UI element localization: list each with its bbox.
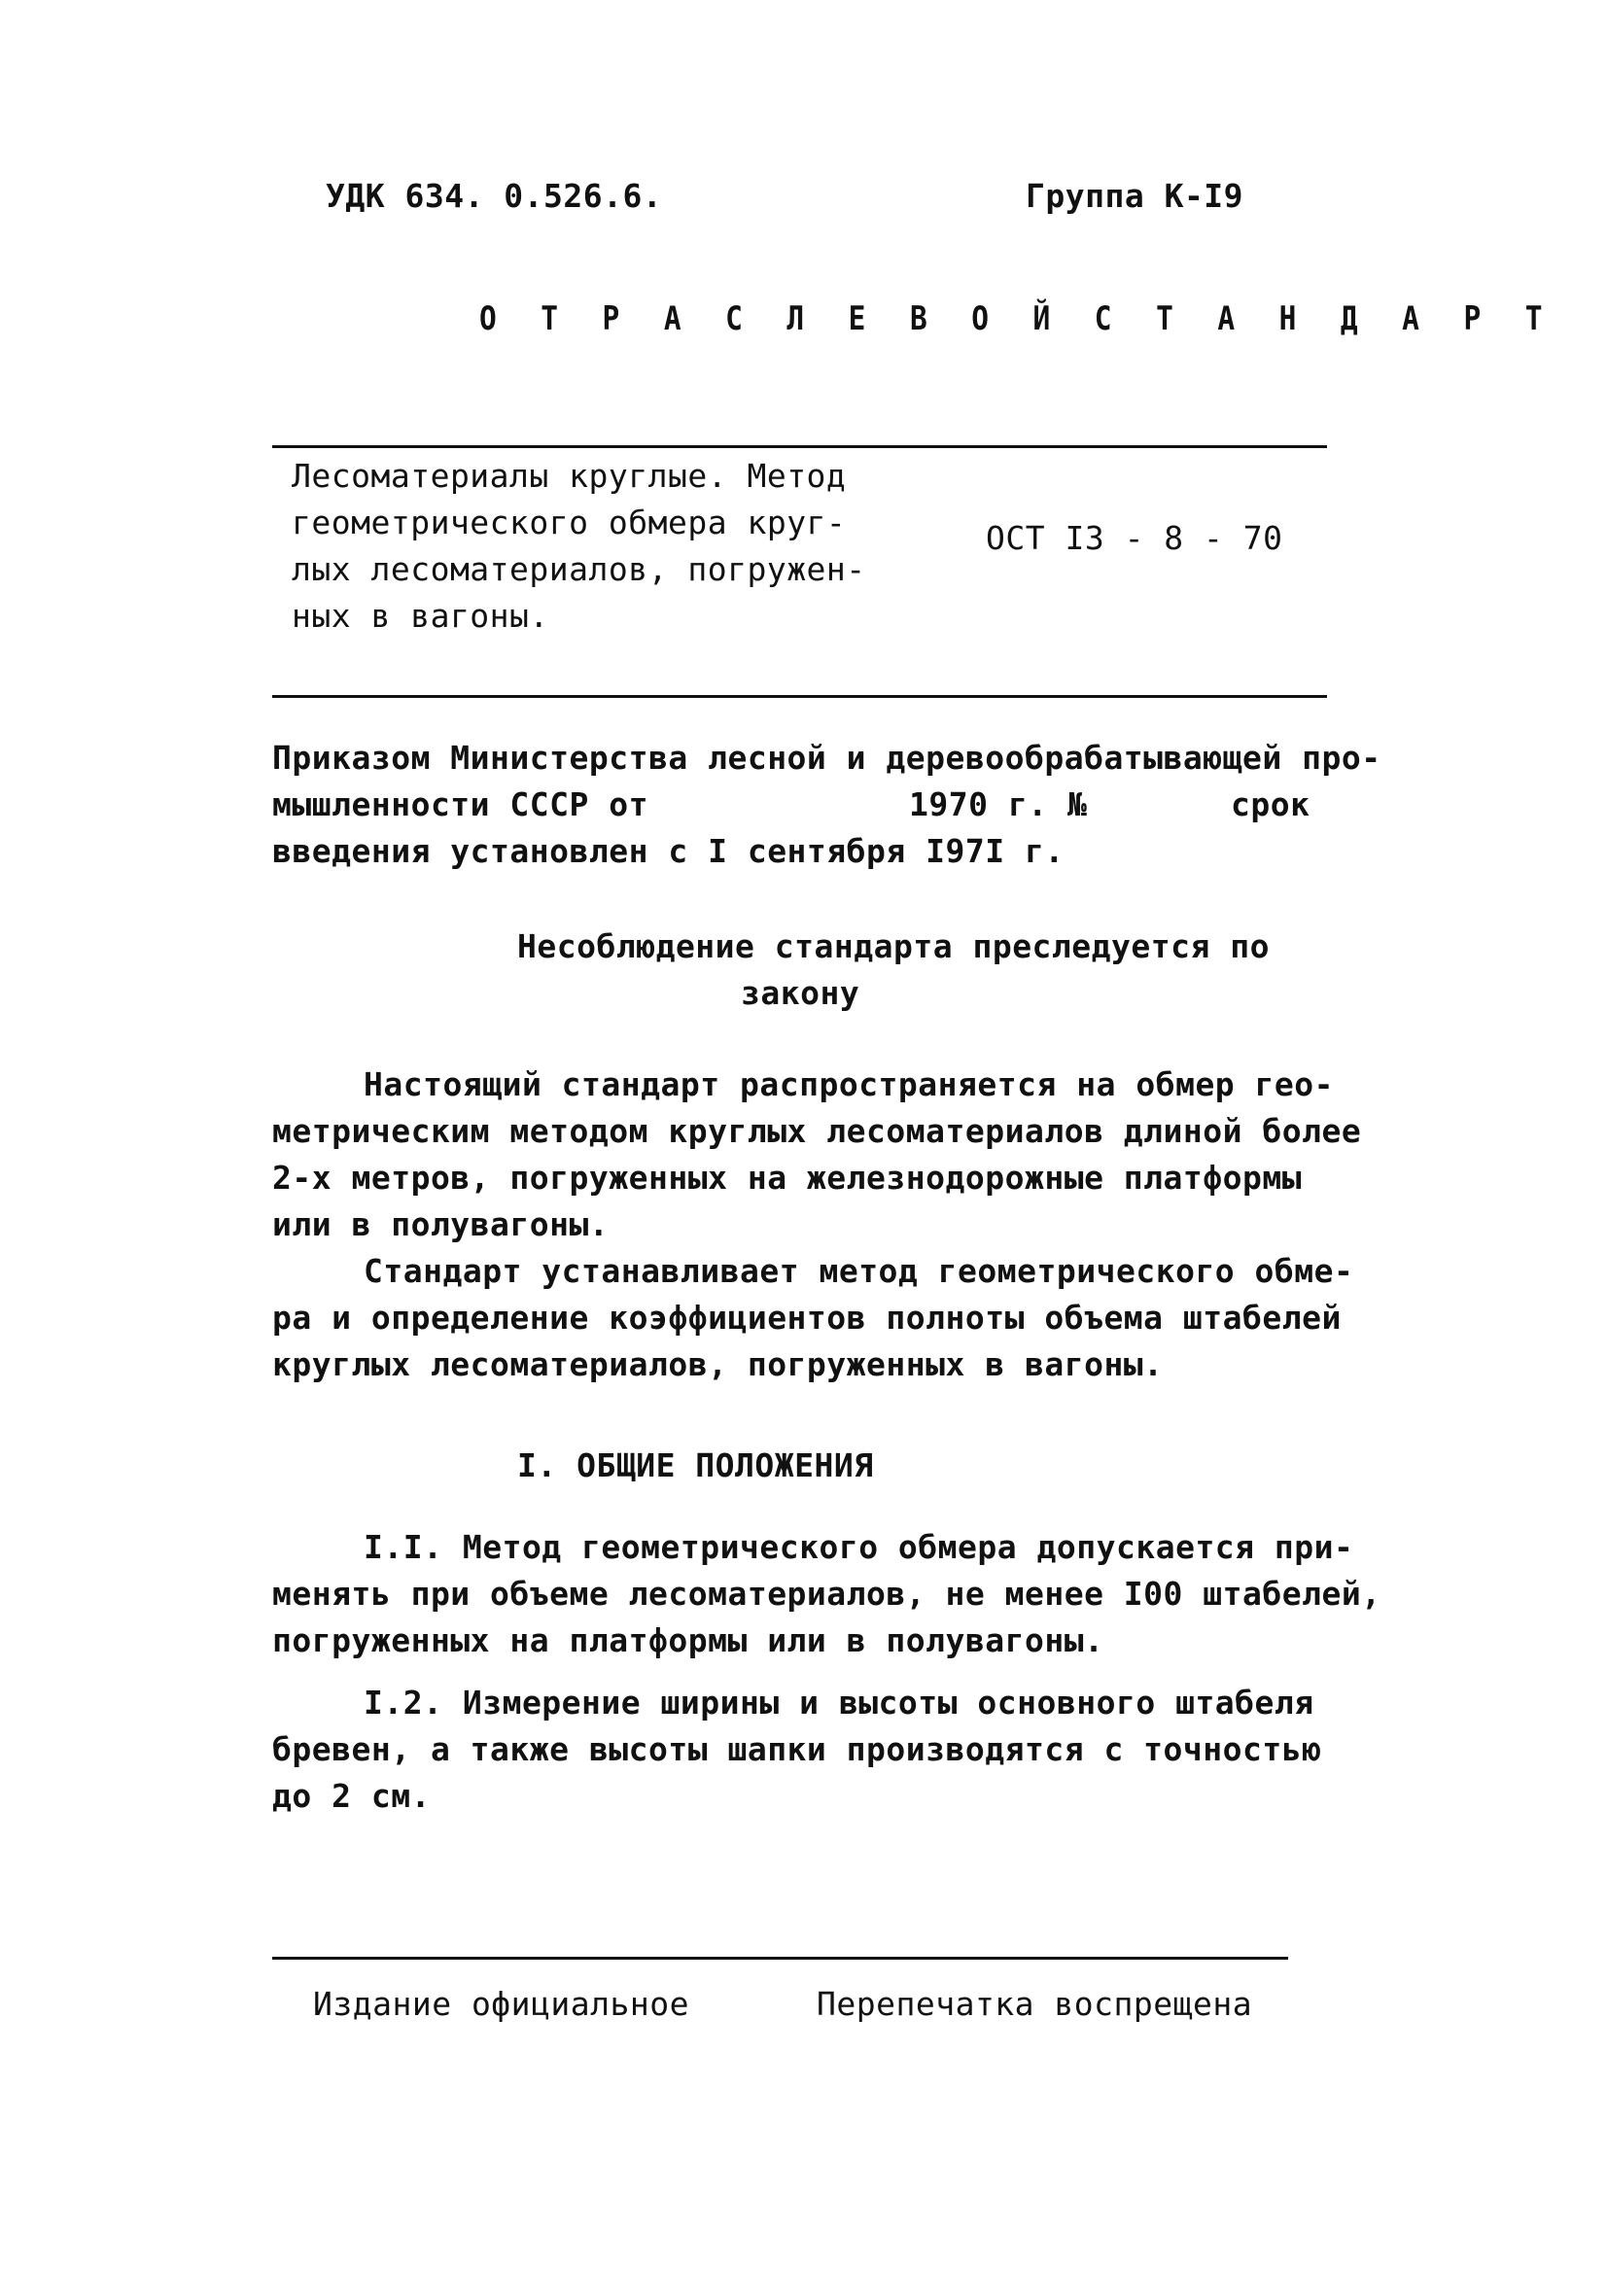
section-heading: I. ОБЩИЕ ПОЛОЖЕНИЯ (517, 1446, 874, 1484)
udk-code: УДК 634. 0.526.6. (326, 177, 663, 215)
footer-rule (272, 1957, 1288, 1960)
title-line-4: ных в вагоны. (292, 597, 549, 635)
group-code: Группа К-I9 (1026, 177, 1244, 215)
intro-p2-line-1: Стандарт устанавливает метод геометрического обме- (364, 1252, 1354, 1290)
order-line-1: Приказом Министерства лесной и деревообрабатывающей про- (272, 739, 1381, 777)
intro-p1-line-2: метрическим методом круглых лесоматериалов длиной более (272, 1112, 1362, 1150)
order-line-2c: срок (1231, 785, 1310, 823)
intro-p1-line-3: 2-х метров, погруженных на железнодорожные платформы (272, 1159, 1303, 1197)
order-line-2b: 1970 г. № (909, 785, 1088, 823)
warning-line-2: закону (741, 974, 860, 1012)
title-line-3: лых лесоматериалов, погружен- (292, 550, 866, 588)
top-rule (272, 445, 1327, 448)
warning-line-1: Несоблюдение стандарта преследуется по (517, 927, 1270, 965)
standard-designation: ОСТ I3 - 8 - 70 (986, 519, 1283, 557)
footer-reprint-prohibited: Перепечатка воспрещена (817, 1985, 1253, 2023)
order-line-3: введения установлен с I сентября I97I г. (272, 832, 1065, 870)
intro-p1-line-4: или в полувагоны. (272, 1205, 610, 1243)
intro-p2-line-3: круглых лесоматериалов, погруженных в вагоны. (272, 1345, 1164, 1383)
intro-p2-line-2: ра и определение коэффициентов полноты объема штабелей (272, 1299, 1342, 1337)
title-line-2: геометрического обмера круг- (292, 504, 847, 541)
title-line-1: Лесоматериалы круглые. Метод (292, 457, 847, 495)
intro-p1-line-1: Настоящий стандарт распространяется на обмер гео- (364, 1065, 1335, 1103)
document-category: О Т Р А С Л Е В О Й С Т А Н Д А Р Т (479, 299, 1556, 338)
bottom-rule (272, 695, 1327, 698)
order-line-2a: мышленности СССР от (272, 785, 648, 823)
clause-1-1-line-2: менять при объеме лесоматериалов, не менее I00 штабелей, (272, 1575, 1381, 1613)
clause-1-1-line-1: I.I. Метод геометрического обмера допускается при- (364, 1528, 1354, 1566)
clause-1-1-line-3: погруженных на платформы или в полувагоны. (272, 1621, 1104, 1659)
clause-1-2-line-2: бревен, а также высоты шапки производятся с точностью (272, 1730, 1322, 1768)
clause-1-2-line-1: I.2. Измерение ширины и высоты основного штабеля (364, 1684, 1314, 1722)
footer-official-edition: Издание официальное (313, 1985, 689, 2023)
clause-1-2-line-3: до 2 см. (272, 1777, 431, 1815)
